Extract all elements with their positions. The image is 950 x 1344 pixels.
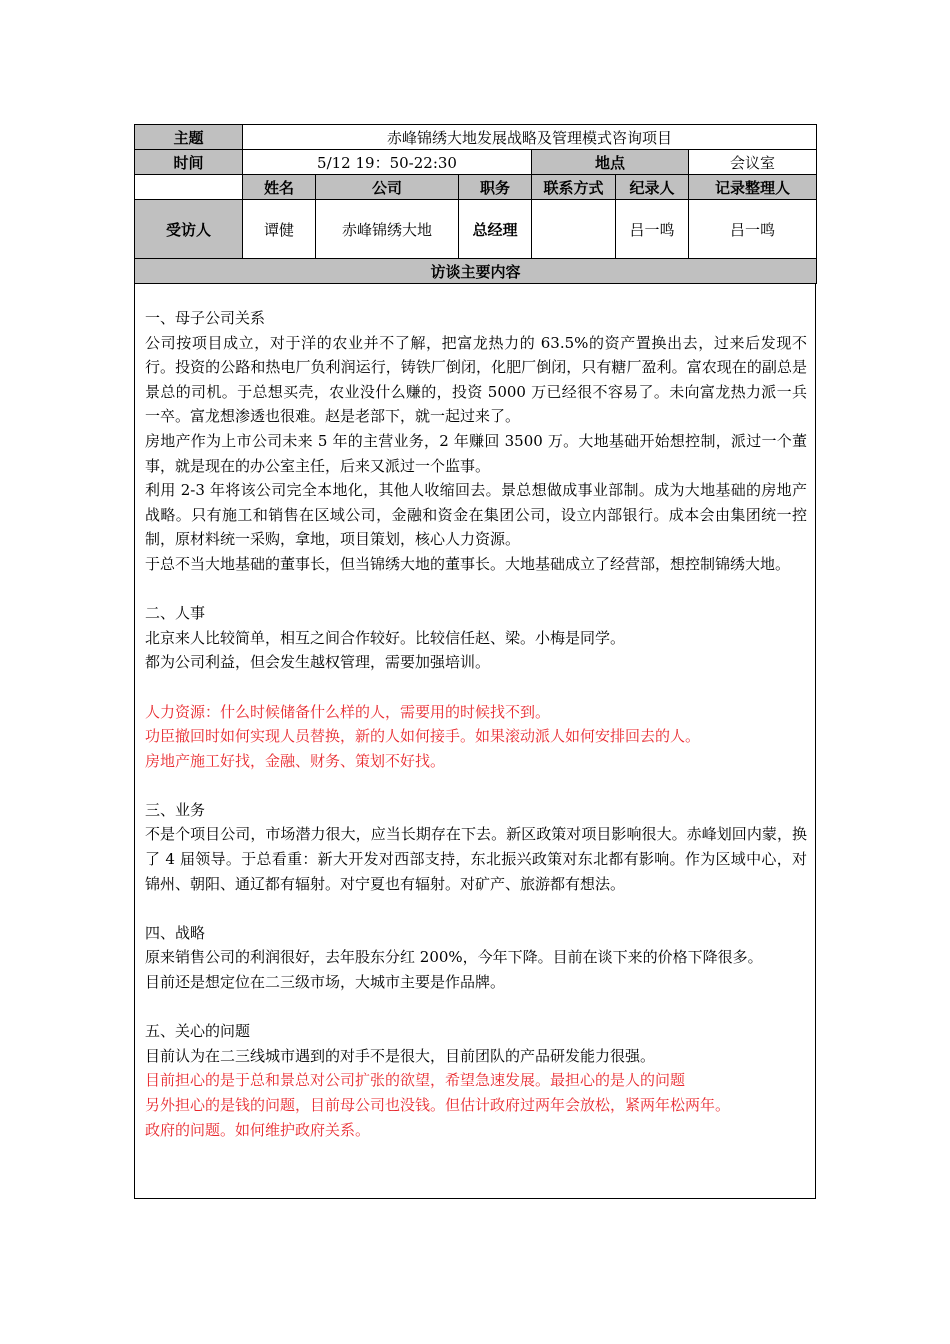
- section-title: 三、业务: [145, 800, 206, 819]
- interview-record-sheet: [134, 124, 816, 1199]
- content-title: 访谈主要内容: [135, 259, 817, 284]
- highlighted-paragraph: 房地产施工好找，金融、财务、策划不好找。: [145, 751, 446, 770]
- highlighted-paragraph: 政府的问题。如何维护政府关系。: [145, 1120, 371, 1139]
- time-place-row: [135, 150, 817, 175]
- section-gap: [145, 995, 807, 1020]
- section-gap: [145, 896, 807, 921]
- paragraph: 目前还是想定位在二三级市场，大城市主要是作品牌。: [145, 973, 506, 992]
- place-label: 地点: [532, 150, 689, 175]
- section-title: 五、关心的问题: [145, 1022, 251, 1041]
- interviewee-company: 赤峰锦绣大地: [316, 200, 459, 259]
- recorder-value: 吕一鸣: [616, 200, 689, 259]
- col-position: 职务: [459, 175, 532, 200]
- highlighted-paragraph: 另外担心的是钱的问题，目前母公司也没钱。但估计政府过两年会放松，紧两年松两年。: [145, 1096, 731, 1114]
- interview-header-table: [134, 124, 817, 284]
- section-title: 二、人事: [145, 604, 206, 623]
- blank-cell: [135, 175, 243, 200]
- column-header-row: [135, 175, 817, 200]
- section-title: 一、母子公司关系: [145, 309, 266, 327]
- paragraph: 北京来人比较简单，相互之间合作较好。比较信任赵、梁。小梅是同学。: [145, 628, 626, 647]
- topic-row: [135, 125, 817, 150]
- paragraph: 原来销售公司的利润很好，去年股东分红 200%，今年下降。目前在谈下来的价格下降很多。: [145, 948, 763, 967]
- paragraph: 都为公司利益，但会发生越权管理，需要加强培训。: [145, 653, 491, 672]
- interviewee-position: 总经理: [459, 200, 532, 259]
- paragraph: 房地产作为上市公司未来 5 年的主营业务，2 年赚回 3500 万。大地基础开始想控制，派过一个董事，就是现在的办公室主任，后来又派过一个监事。: [145, 431, 807, 475]
- highlighted-paragraph: 人力资源：什么时候储备什么样的人，需要用的时候找不到。: [145, 702, 551, 721]
- organizer-value: 吕一鸣: [689, 200, 817, 259]
- col-company: 公司: [316, 175, 459, 200]
- interview-content-body: [145, 306, 807, 1142]
- time-label: 时间: [135, 150, 243, 175]
- section-gap: [145, 773, 807, 798]
- place-value: 会议室: [689, 150, 817, 175]
- interviewee-label: 受访人: [135, 200, 243, 259]
- paragraph: 公司按项目成立，对于洋的农业并不了解，把富龙热力的 63.5%的资产置换出去，过来后发现不行。投资的公路和热电厂负利润运行，铸铁厂倒闭，化肥厂倒闭，只有糖厂盈利。富农现在的副总是景总的司机。于总想买壳，农业没什么赚的，投资 5000 万已经很不容易了。未向富龙热力派一兵一卒。富龙想渗透也很难。赵是老部下，就一起过来了。: [145, 333, 807, 426]
- paragraph: 不是个项目公司，市场潜力很大，应当长期存在下去。新区政策对项目影响很大。赤峰划回内蒙，换了 4 届领导。于总看重：新大开发对西部支持，东北振兴政策对东北都有影响。作为区域中心，对锦州、朝阳、通辽都有辐射。对宁夏也有辐射。对矿产、旅游都有想法。: [145, 825, 807, 893]
- topic-label: 主题: [135, 125, 243, 150]
- section-title: 四、战略: [145, 923, 206, 942]
- col-recorder: 纪录人: [616, 175, 689, 200]
- interviewee-name: 谭健: [243, 200, 316, 259]
- section-gap: [145, 577, 807, 602]
- interviewee-row: [135, 200, 817, 259]
- col-name: 姓名: [243, 175, 316, 200]
- paragraph-gap: [145, 675, 807, 700]
- interviewee-contact: [532, 200, 616, 259]
- highlighted-paragraph: 功臣撤回时如何实现人员替换，新的人如何接手。如果滚动派人如何安排回去的人。: [145, 727, 701, 746]
- topic-value: 赤峰锦绣大地发展战略及管理模式咨询项目: [243, 125, 817, 150]
- paragraph: 利用 2-3 年将该公司完全本地化，其他人收缩回去。景总想做成事业部制。成为大地基础的房地产战略。只有施工和销售在区域公司，金融和资金在集团公司，设立内部银行。成本会由集团统一控制，原材料统一采购，拿地，项目策划，核心人力资源。: [145, 481, 807, 549]
- time-value: 5/12 19：50-22:30: [243, 150, 532, 175]
- content-title-row: [135, 259, 817, 284]
- paragraph: 于总不当大地基础的董事长，但当锦绣大地的董事长。大地基础成立了经营部，想控制锦绣大地。: [145, 554, 791, 573]
- col-contact: 联系方式: [532, 175, 616, 200]
- col-organizer: 记录整理人: [689, 175, 817, 200]
- interview-content: [134, 284, 816, 1199]
- highlighted-paragraph: 目前担心的是于总和景总对公司扩张的欲望，希望急速发展。最担心的是人的问题: [145, 1071, 686, 1090]
- paragraph: 目前认为在二三线城市遇到的对手不是很大，目前团队的产品研发能力很强。: [145, 1046, 656, 1065]
